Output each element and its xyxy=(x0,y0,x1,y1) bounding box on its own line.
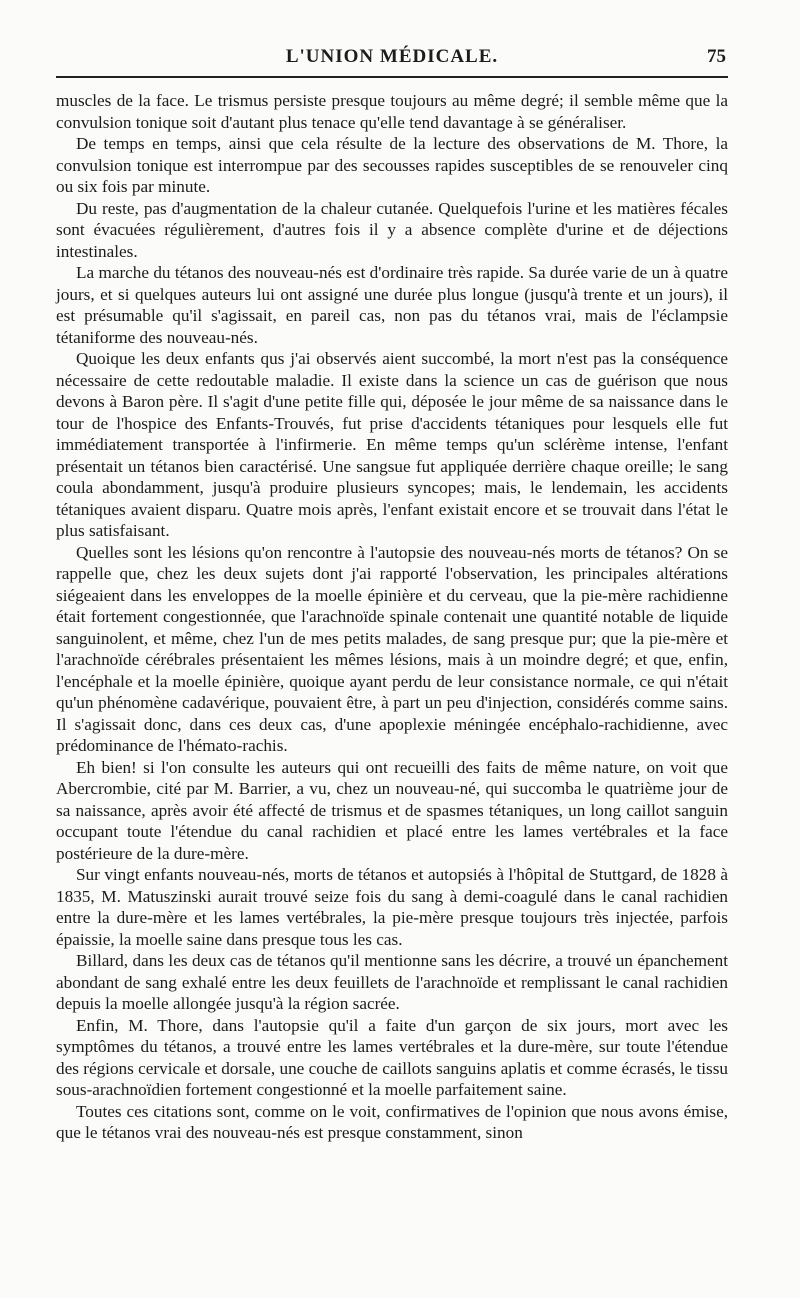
page xyxy=(56,44,728,1244)
paragraph: Quoique les deux enfants qus j'ai observés aient succombé, la mort n'est pas la conséquence nécessaire de cette redoutable maladie. Il existe dans la science un cas de guérison que nous devons à Baron père. Il s'agit d'une petite fille qui, déposée le jour même de sa naissance dans le tour de l'hospice des Enfants-Trouvés, fut prise d'accidents tétaniques pour lesquels elle fut immédiatement transportée à l'infirmerie. En même temps qu'un sclérème intense, l'enfant présentait un tétanos bien caractérisé. Une sangsue fut appliquée derrière chaque oreille; le sang coula abondamment, jusqu'à produire plusieurs syncopes; mais, le lendemain, les accidents tétaniques avaient disparu. Quatre mois après, l'enfant existait encore et se trouvait dans l'état le plus satisfaisant. xyxy=(56,349,728,540)
paragraph: Sur vingt enfants nouveau-nés, morts de tétanos et autopsiés à l'hôpital de Stuttgard, de 1828 à 1835, M. Matuszinski aurait trouvé seize fois du sang à demi-coagulé dans le canal rachidien entre la dure-mère et les lames vertébrales, la pie-mère presque toujours très injectée, parfois épaissie, la moelle saine dans presque tous les cas. xyxy=(56,865,728,949)
page-header xyxy=(56,44,728,78)
paragraph: Toutes ces citations sont, comme on le voit, confirmatives de l'opinion que nous avons émise, que le tétanos vrai des nouveau-nés est presque constamment, sinon xyxy=(56,1101,728,1142)
paragraph: Billard, dans les deux cas de tétanos qu'il mentionne sans les décrire, a trouvé un épanchement abondant de sang exhalé entre les deux feuillets de l'arachnoïde et remplissant le canal rachidien depuis la moelle allongée jusqu'à la région sacrée. xyxy=(56,951,728,1013)
paragraph: La marche du tétanos des nouveau-nés est d'ordinaire très rapide. Sa durée varie de un à quatre jours, et si quelques auteurs lui ont assigné une durée plus longue (jusqu'à trente et un jours), il est présumable qu'il s'agissait, en pareil cas, non pas du tétanos vrai, mais de l'éclampsie tétaniforme des nouveau-nés. xyxy=(56,263,728,347)
paragraph-continuation: muscles de la face. Le trismus persiste presque toujours au même degré; il semble même que la convulsion tonique soit d'autant plus tenace qu'elle tend davantage à se généraliser. xyxy=(56,91,728,132)
body-text xyxy=(56,90,728,1144)
running-title: L'UNION MÉDICALE. xyxy=(285,46,499,67)
paragraph: Eh bien! si l'on consulte les auteurs qui ont recueilli des faits de même nature, on voit que Abercrombie, cité par M. Barrier, a vu, chez un nouveau-né, qui succomba le quatrième jour de sa naissance, après avoir été affecté de trismus et de spasmes tétaniques, un long caillot sanguin occupant toute l'étendue du canal rachidien et placé entre les lames vertébrales et la face postérieure de la dure-mère. xyxy=(56,757,728,863)
paragraph: Quelles sont les lésions qu'on rencontre à l'autopsie des nouveau-nés morts de tétanos? On se rappelle que, chez les deux sujets dont j'ai rapporté l'observation, les principales altérations siégeaient dans les enveloppes de la moelle épinière et du cerveau, que la pie-mère rachidienne était fortement congestionnée, que l'arachnoïde spinale contenait une quantité notable de liquide sanguinolent, et même, chez l'un de mes petits malades, de sang presque pur; que la pie-mère et l'arachnoïde cérébrales présentaient les mêmes lésions, mais à un moindre degré; et que, enfin, l'encéphale et la moelle épinière, quoique ayant perdu de leur consistance normale, ce qui n'était qu'un phénomène cadavérique, pouvaient être, à part un peu d'injection, considérés comme sains. Il s'agissait donc, dans ces deux cas, d'une apoplexie méningée encéphalo-rachidienne, avec prédominance de l'hémato-rachis. xyxy=(56,542,728,755)
paragraph: De temps en temps, ainsi que cela résulte de la lecture des observations de M. Thore, la convulsion tonique est interrompue par des secousses rapides susceptibles de se renouveler cinq ou six fois par minute. xyxy=(56,134,728,196)
paragraph: Du reste, pas d'augmentation de la chaleur cutanée. Quelquefois l'urine et les matières fécales sont évacuées régulièrement, d'autres fois il y a absence complète d'urine et de déjections intestinales. xyxy=(56,198,728,261)
paragraph: Enfin, M. Thore, dans l'autopsie qu'il a faite d'un garçon de six jours, mort avec les symptômes du tétanos, a trouvé entre les lames vertébrales et la dure-mère, sur toute l'étendue des régions cervicale et dorsale, une couche de caillots sanguins aplatis et comme écrasés, le tissu sous-arachnoïdien fortement congestionné et la moelle parfaitement saine. xyxy=(56,1015,728,1099)
page-number: 75 xyxy=(707,46,726,67)
